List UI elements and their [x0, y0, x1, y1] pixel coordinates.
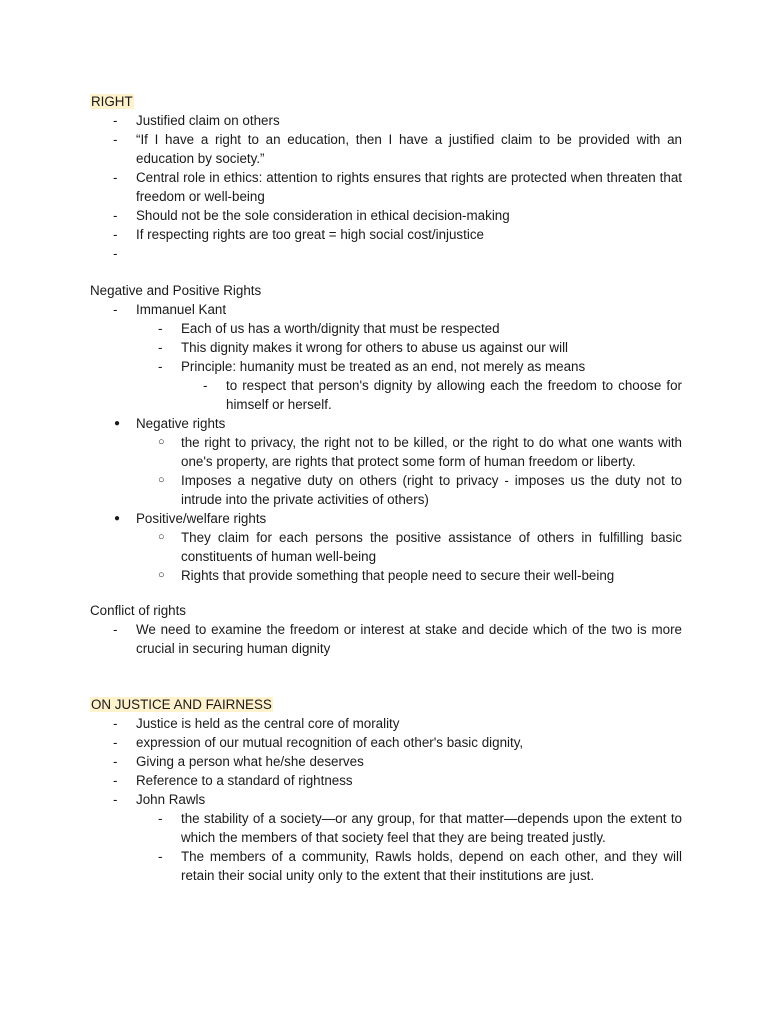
list-item: - the stability of a society—or any group, for that matter—depends upon the extent to which the members of that society feel that they are being treated justly.	[158, 811, 682, 845]
dash-marker: -	[113, 716, 118, 731]
dash-marker: -	[113, 227, 118, 242]
list-item-kant: - Immanuel Kant	[113, 302, 227, 317]
list-item: - Reference to a standard of rightness	[113, 773, 353, 788]
dash-marker: -	[113, 208, 118, 223]
list-item: - The members of a community, Rawls holds, depend on each other, and they will retain their social unity only to the extent that their institutions are just.	[158, 849, 682, 883]
heading-negative-positive: Negative and Positive Rights	[90, 283, 262, 298]
heading-right: RIGHT	[91, 94, 133, 109]
list-item: - We need to examine the freedom or interest at stake and decide which of the two is more crucial in securing human dignity	[113, 622, 682, 656]
list-item: - expression of our mutual recognition of each other's basic dignity,	[113, 735, 524, 750]
circle-marker: ○	[158, 569, 165, 581]
list-item: ○ Rights that provide something that people need to secure their well-being	[158, 568, 615, 583]
list-item-rawls: - John Rawls	[113, 792, 206, 807]
dash-marker: -	[113, 773, 118, 788]
bullet-marker: ●	[114, 513, 121, 524]
list-item: ○ They claim for each persons the positive assistance of others in fulfilling basic constituents of human well-being	[158, 530, 682, 564]
section-heading	[90, 695, 682, 714]
list-item: - Principle: humanity must be treated as an end, not merely as means	[158, 359, 586, 374]
dash-marker: -	[113, 754, 118, 769]
list-item-negative-rights: ● Negative rights	[114, 416, 226, 431]
dash-marker: -	[158, 811, 163, 826]
circle-marker: ○	[158, 474, 165, 486]
dash-marker: -	[158, 340, 163, 355]
dash-marker: -	[113, 132, 118, 147]
section-heading	[90, 92, 682, 111]
list-item: - Each of us has a worth/dignity that must be respected	[158, 321, 500, 336]
section-justice	[90, 695, 682, 885]
dash-marker: -	[113, 246, 118, 261]
list-item: - If respecting rights are too great = high social cost/injustice	[113, 227, 484, 242]
section-conflict	[90, 601, 682, 658]
section-negative-positive	[90, 281, 682, 585]
dash-marker: -	[203, 378, 208, 393]
dash-marker: -	[113, 792, 118, 807]
list-item: - to respect that person's dignity by allowing each the freedom to choose for himself or herself.	[203, 378, 682, 412]
heading-justice: ON JUSTICE AND FAIRNESS	[91, 697, 272, 712]
list-item: - Should not be the sole consideration in ethical decision-making	[113, 208, 510, 223]
dash-marker: -	[113, 302, 118, 317]
list-item: - This dignity makes it wrong for others to abuse us against our will	[158, 340, 569, 355]
list-item-positive-rights: ● Positive/welfare rights	[114, 511, 267, 526]
list-item: - Giving a person what he/she deserves	[113, 754, 364, 769]
dash-marker: -	[158, 321, 163, 336]
circle-marker: ○	[158, 531, 165, 543]
dash-marker: -	[113, 622, 118, 637]
bullet-marker: ●	[114, 418, 121, 429]
list-item: - Justified claim on others	[113, 113, 280, 128]
dash-marker: -	[158, 359, 163, 374]
list-item: ○ Imposes a negative duty on others (right to privacy - imposes us the duty not to intrude into the private activities of others)	[158, 473, 682, 507]
section-right	[90, 92, 682, 263]
dash-marker: -	[113, 170, 118, 185]
dash-marker: -	[113, 113, 118, 128]
list-item: ○ the right to privacy, the right not to be killed, or the right to do what one wants with one's property, are rights that protect some form of human freedom or liberty.	[158, 435, 682, 469]
list-item: - “If I have a right to an education, then I have a justified claim to be provided with an education by society.”	[113, 132, 682, 166]
list-item: - Central role in ethics: attention to rights ensures that rights are protected when threaten that freedom or well-being	[113, 170, 682, 204]
list-item: - Justice is held as the central core of morality	[113, 716, 400, 731]
dash-marker: -	[158, 849, 163, 864]
dash-marker: -	[113, 735, 118, 750]
list-item-empty	[90, 244, 682, 263]
heading-conflict: Conflict of rights	[90, 603, 187, 618]
circle-marker: ○	[158, 436, 165, 448]
